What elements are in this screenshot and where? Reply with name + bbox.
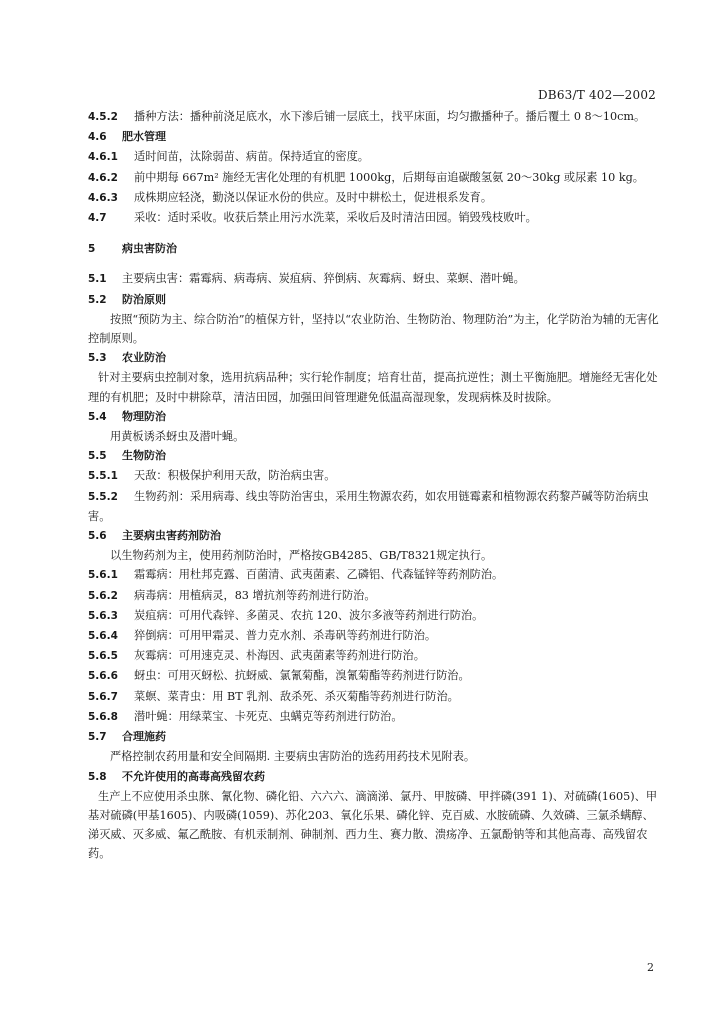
clause-5-4-text: 用黄板诱杀蚜虫及潜叶蝇。 <box>110 430 245 444</box>
clause-5-6-1: 5.6.1 霜霉病：用杜邦克露、百菌清、武夷菌素、乙磷铝、代森锰锌等药剂防治。 <box>88 568 504 582</box>
clause-5-6-3: 5.6.3 炭疽病：可用代森锌、多菌灵、农抗 120、波尔多液等药剂进行防治。 <box>88 608 484 622</box>
heading-5-4: 5.4 物理防治 <box>88 409 166 423</box>
clause-4-7: 4.7 采收：适时采收。收获后禁止用污水洗菜，采收后及时清洁田园。销毁残枝败叶。 <box>88 211 537 225</box>
clause-5-6-6: 5.6.6 蚜虫：可用灭蚜松、抗蚜威、氯氰菊酯，溴氰菊酯等药剂进行防治。 <box>88 669 470 683</box>
clause-5-6-7: 5.6.7 菜螟、菜青虫：用 BT 乳剂、敌杀死、杀灭菊酯等药剂进行防治。 <box>88 689 459 703</box>
heading-5-2: 5.2 防治原则 <box>88 292 166 306</box>
clause-5-6-5: 5.6.5 灰霉病：可用速克灵、朴海因、武夷菌素等药剂进行防治。 <box>88 649 425 663</box>
clause-4-6-1: 4.6.1 适时间苗，汰除弱苗、病苗。保持适宜的密度。 <box>88 150 369 164</box>
heading-5: 5 病虫害防治 <box>88 242 177 256</box>
clause-5-6-4: 5.6.4 猝倒病：可用甲霜灵、普力克水剂、杀毒矾等药剂进行防治。 <box>88 629 437 643</box>
clause-5-5-2: 5.5.2 生物药剂：采用病毒、线虫等防治害虫，采用生物源农药，如农用链霉素和植物源农药黎芦碱等防治病虫害。 <box>88 489 649 523</box>
clause-5-6-2: 5.6.2 病毒病：用植病灵，83 增抗剂等药剂进行防治。 <box>88 588 376 602</box>
clause-5-7-text: 严格控制农药用量和安全间隔期. 主要病虫害防治的选药用药技术见附表。 <box>110 750 476 764</box>
heading-5-7: 5.7 合理施药 <box>88 730 166 744</box>
standard-code: DB63/T 402—2002 <box>537 88 656 102</box>
heading-4-6: 4.6 肥水管理 <box>88 130 166 144</box>
clause-5-3-text: 针对主要病虫控制对象，选用抗病品种；实行轮作制度；培育壮苗，提高抗逆性；测土平衡施肥。增施经无害化处理的有机肥；及时中耕除草，清洁田园，加强田间管理避免低温高湿现象，发现病株及时拔除。 <box>88 371 658 404</box>
heading-5-5: 5.5 生物防治 <box>88 449 166 463</box>
clause-5-5-1: 5.5.1 天敌：积极保护利用天敌，防治病虫害。 <box>88 469 336 483</box>
heading-5-3: 5.3 农业防治 <box>88 351 166 365</box>
clause-4-6-2: 4.6.2 前中期每 667m² 施经无害化处理的有机肥 1000kg，后期每亩追碳酸氢氨 20～30kg 或尿素 10 kg。 <box>88 170 644 184</box>
page-number: 2 <box>647 961 654 974</box>
clause-5-6-8: 5.6.8 潜叶蝇：用绿菜宝、卡死克、虫螨克等药剂进行防治。 <box>88 709 403 723</box>
clause-5-1: 5.1 主要病虫害：霜霉病、病毒病、炭疽病、猝倒病、灰霉病、蚜虫、菜螟、潜叶蝇。 <box>88 272 525 286</box>
clause-4-6-3: 4.6.3 成株期应轻浇，勤浇以保证水份的供应。及时中耕松土，促进根系发育。 <box>88 190 493 204</box>
clause-4-5-2: 4.5.2 播种方法：播种前浇足底水，水下渗后铺一层底土，找平床面，均匀撒播种子。播后覆土 0 8～10cm。 <box>88 110 646 123</box>
clause-5-2-text: 按照“预防为主、综合防治”的植保方针，坚持以“农业防治、生物防治、物理防治”为主，化学防治为辅的无害化控制原则。 <box>88 312 659 346</box>
heading-5-6: 5.6 主要病虫害药剂防治 <box>88 529 221 543</box>
document-body <box>88 107 660 864</box>
clause-5-6-text: 以生物药剂为主，使用药剂防治时，严格按GB4285、GB/T8321规定执行。 <box>110 549 493 563</box>
heading-5-8: 5.8 不允许使用的高毒高残留农药 <box>88 769 265 783</box>
clause-5-8-text: 生产上不应使用杀虫脒、氰化物、磷化铅、六六六、滴滴涕、氯丹、甲胺磷、甲拌磷(391 1)、对硫磷(1605)、甲基对硫磷(甲基1605)、内吸磷(1059)、苏化203、氧化乐果、磷化锌、克百威、水胺硫磷、久效磷、三氯杀螨醇、涕灭威、灭多威、氟乙酰胺、有机汞制剂、砷制剂、西力生、赛力散、溃疡净、五氯酚钠等和其他高毒、高残留农药。 <box>88 789 658 861</box>
